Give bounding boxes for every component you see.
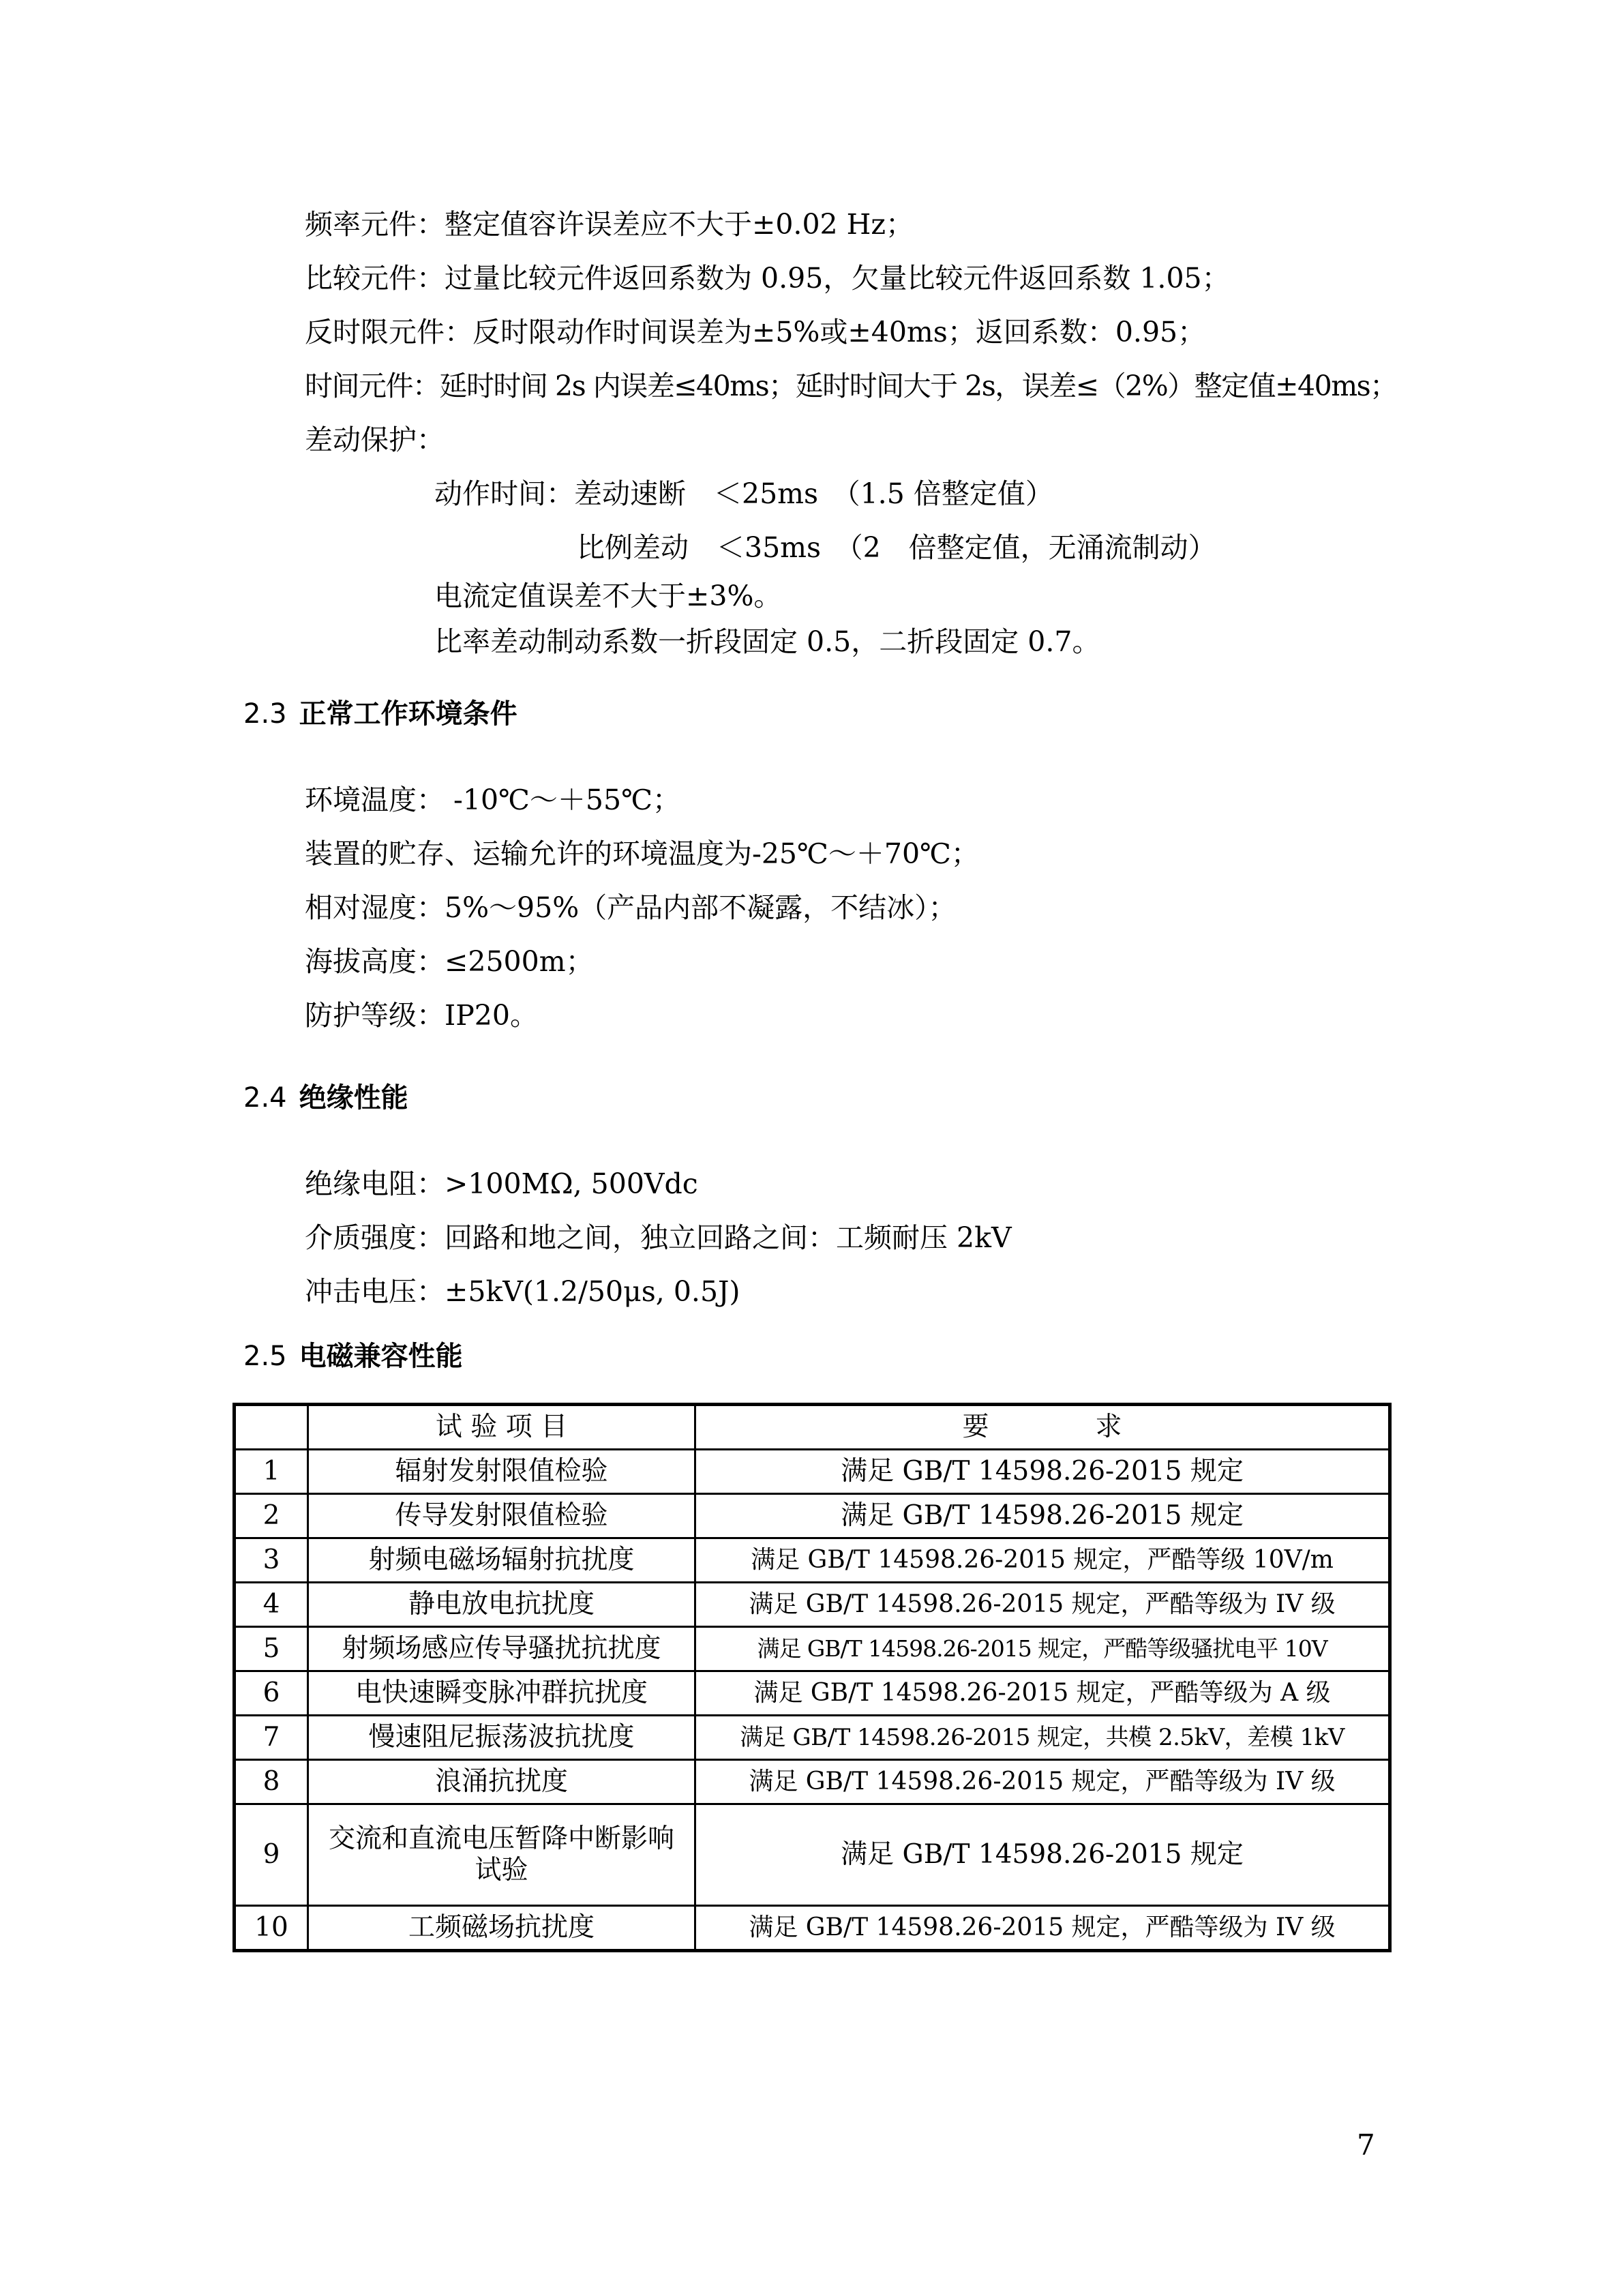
row-no: 3 <box>235 1538 308 1583</box>
altitude-line: 海拔高度：≤2500m； <box>305 945 594 978</box>
storage-temp-line: 装置的贮存、运输允许的环境温度为-25℃～＋70℃； <box>305 837 979 870</box>
table-row <box>235 1906 1390 1951</box>
row-requirement: 满足 GB/T 14598.26-2015 规定，共模 2.5kV，差模 1kV <box>695 1716 1390 1760</box>
section-number: 2.3 <box>243 698 287 730</box>
insulation-resistance-line: 绝缘电阻：>100MΩ, 500Vdc <box>305 1167 698 1200</box>
protection-grade-line: 防护等级：IP20。 <box>305 999 538 1032</box>
dielectric-strength-line: 介质强度：回路和地之间，独立回路之间：工频耐压 2kV <box>305 1221 1012 1254</box>
row-no: 1 <box>235 1450 308 1494</box>
current-setting-error-line: 电流定值误差不大于±3%。 <box>434 580 782 612</box>
row-requirement: 满足 GB/T 14598.26-2015 规定 <box>695 1494 1390 1538</box>
row-item: 交流和直流电压暂降中断影响试验 <box>308 1804 695 1906</box>
row-item: 工频磁场抗扰度 <box>308 1906 695 1951</box>
row-item: 静电放电抗扰度 <box>308 1583 695 1627</box>
table-row <box>235 1804 1390 1906</box>
row-item: 电快速瞬变脉冲群抗扰度 <box>308 1671 695 1716</box>
row-requirement: 满足 GB/T 14598.26-2015 规定 <box>695 1804 1390 1906</box>
ratio-restraint-line: 比率差动制动系数一折段固定 0.5，二折段固定 0.7。 <box>434 625 1100 658</box>
row-no: 7 <box>235 1716 308 1760</box>
row-no: 6 <box>235 1671 308 1716</box>
table-row <box>235 1627 1390 1671</box>
inverse-time-element-line: 反时限元件：反时限动作时间误差为±5%或±40ms；返回系数：0.95； <box>305 316 1206 348</box>
emc-test-table <box>232 1403 1392 1952</box>
diff-protection-label: 差动保护： <box>305 423 445 456</box>
impulse-voltage-line: 冲击电压：±5kV(1.2/50μs, 0.5J) <box>305 1275 740 1308</box>
section-number: 2.5 <box>243 1341 287 1372</box>
section-2-3-heading <box>243 696 517 732</box>
section-title: 电磁兼容性能 <box>299 1341 463 1372</box>
row-requirement: 满足 GB/T 14598.26-2015 规定，严酷等级骚扰电平 10V <box>695 1627 1390 1671</box>
row-item: 浪涌抗扰度 <box>308 1760 695 1804</box>
header-no <box>235 1405 308 1450</box>
row-no: 2 <box>235 1494 308 1538</box>
row-no: 10 <box>235 1906 308 1951</box>
row-requirement: 满足 GB/T 14598.26-2015 规定，严酷等级为 A 级 <box>695 1671 1390 1716</box>
time-element-line: 时间元件：延时时间 2s 内误差≤40ms；延时时间大于 2s，误差≤（2%）整定值±40ms； <box>305 370 1397 402</box>
row-no: 5 <box>235 1627 308 1671</box>
diff-ratio-line: 比例差动 ＜35ms （2 倍整定值，无涌流制动） <box>577 531 1216 564</box>
row-requirement: 满足 GB/T 14598.26-2015 规定，严酷等级 10V/m <box>695 1538 1390 1583</box>
table-row <box>235 1583 1390 1627</box>
row-no: 9 <box>235 1804 308 1906</box>
row-requirement: 满足 GB/T 14598.26-2015 规定，严酷等级为 IV 级 <box>695 1760 1390 1804</box>
row-requirement: 满足 GB/T 14598.26-2015 规定，严酷等级为 IV 级 <box>695 1583 1390 1627</box>
freq-element-line: 频率元件：整定值容许误差应不大于±0.02 Hz； <box>305 208 914 241</box>
section-2-5-heading <box>243 1339 463 1374</box>
row-item: 射频场感应传导骚扰抗扰度 <box>308 1627 695 1671</box>
row-requirement: 满足 GB/T 14598.26-2015 规定 <box>695 1450 1390 1494</box>
ambient-temp-line: 环境温度： -10℃～＋55℃； <box>305 784 680 816</box>
row-requirement: 满足 GB/T 14598.26-2015 规定，严酷等级为 IV 级 <box>695 1906 1390 1951</box>
header-test-item: 试 验 项 目 <box>308 1405 695 1450</box>
row-item: 慢速阻尼振荡波抗扰度 <box>308 1716 695 1760</box>
table-row <box>235 1671 1390 1716</box>
table-row <box>235 1494 1390 1538</box>
header-requirement: 要 求 <box>695 1405 1390 1450</box>
compare-element-line: 比较元件：过量比较元件返回系数为 0.95，欠量比较元件返回系数 1.05； <box>305 262 1230 295</box>
table-header-row <box>235 1405 1390 1450</box>
row-no: 8 <box>235 1760 308 1804</box>
table-row <box>235 1716 1390 1760</box>
section-title: 绝缘性能 <box>299 1082 408 1114</box>
page-number: 7 <box>1357 2128 1375 2162</box>
section-2-4-heading <box>243 1080 408 1116</box>
row-item: 辐射发射限值检验 <box>308 1450 695 1494</box>
diff-action-time-line: 动作时间：差动速断 ＜25ms （1.5 倍整定值） <box>434 477 1053 510</box>
table-row <box>235 1538 1390 1583</box>
table-row <box>235 1760 1390 1804</box>
section-title: 正常工作环境条件 <box>299 698 517 730</box>
row-item: 射频电磁场辐射抗扰度 <box>308 1538 695 1583</box>
table-row <box>235 1450 1390 1494</box>
row-item: 传导发射限值检验 <box>308 1494 695 1538</box>
section-number: 2.4 <box>243 1082 287 1114</box>
row-no: 4 <box>235 1583 308 1627</box>
humidity-line: 相对湿度：5%～95%（产品内部不凝露，不结冰）； <box>305 891 957 924</box>
